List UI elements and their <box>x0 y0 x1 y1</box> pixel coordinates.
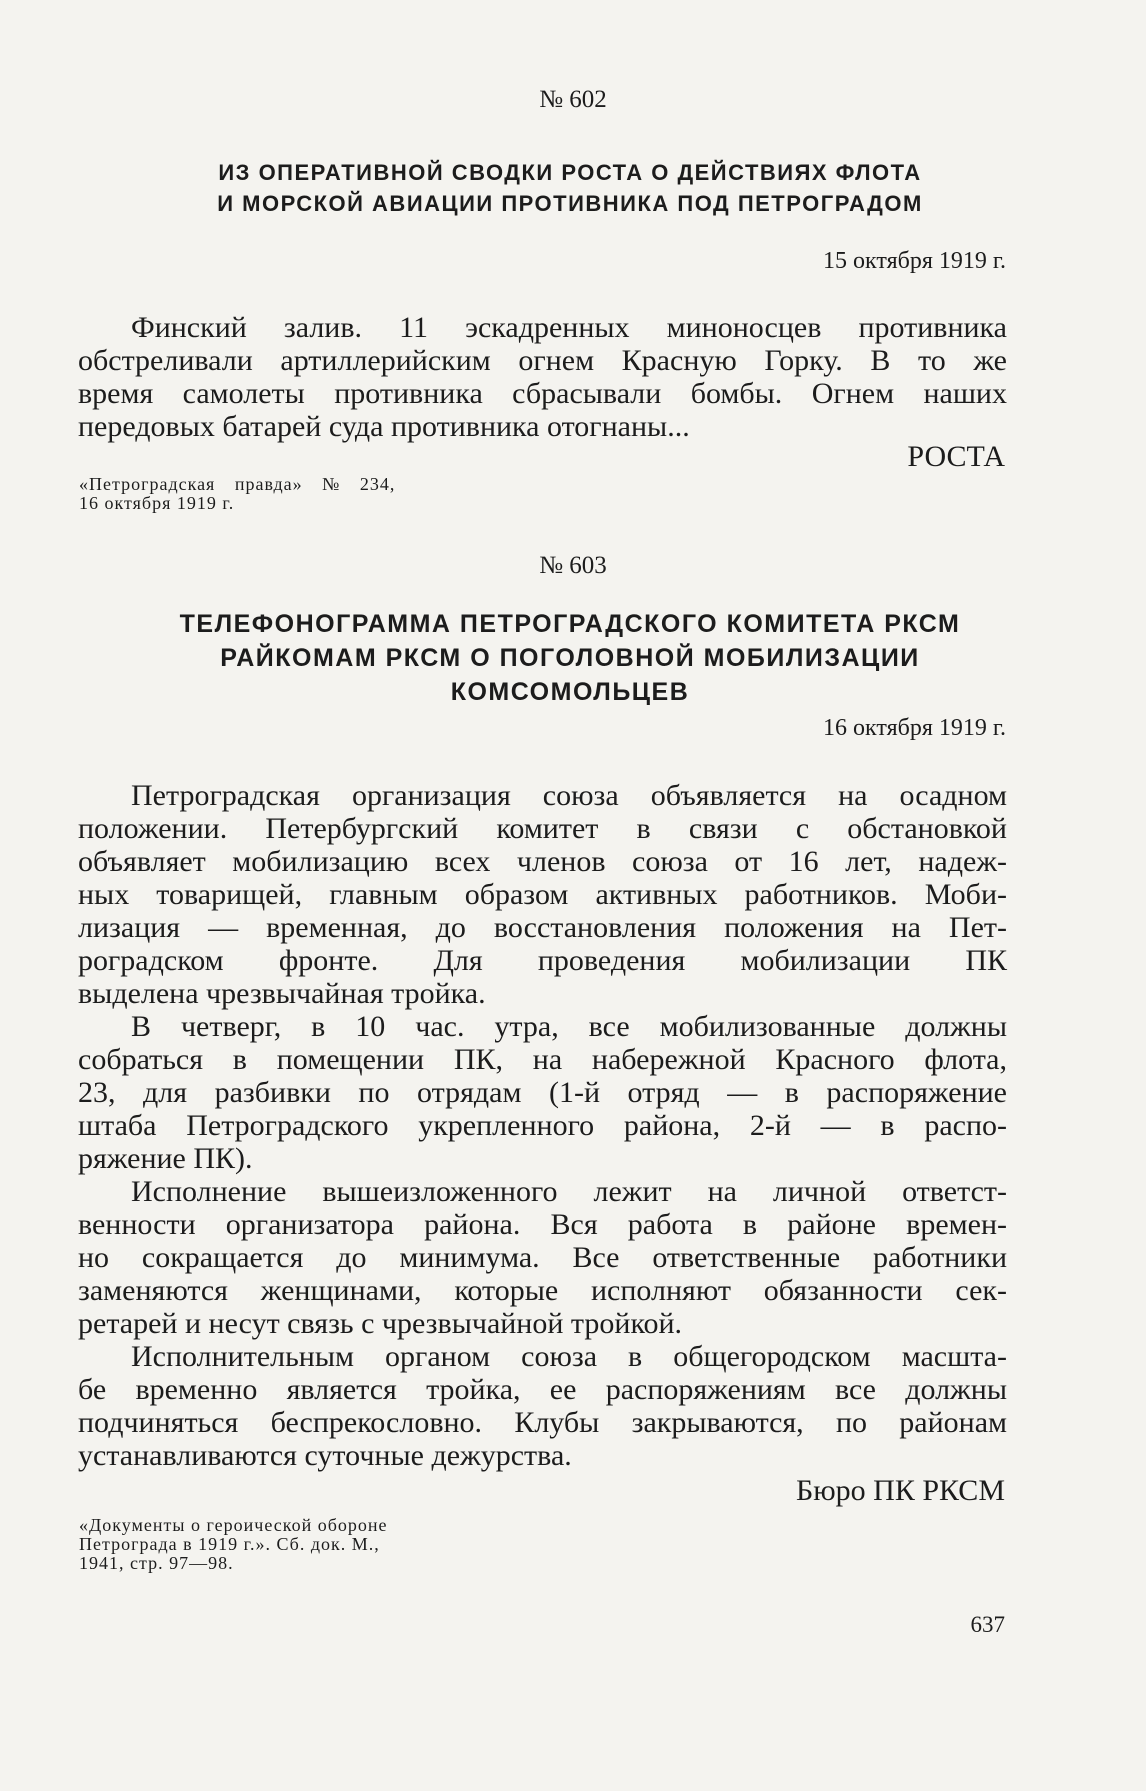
body-line: ных товарищей, главным образом активных работников. Моби- <box>78 878 1007 911</box>
body-line: Финский залив. 11 эскадренных миноносцев противника <box>131 311 1007 344</box>
source-line: 16 октября 1919 г. <box>79 493 235 513</box>
doc-603-body <box>78 779 1007 1472</box>
body-line: венности организатора района. Вся работа в районе времен- <box>78 1208 1007 1241</box>
body-line: В четверг, в 10 час. утра, все мобилизованные должны <box>131 1010 1007 1043</box>
doc-602-body <box>78 311 1007 443</box>
doc-603-title-line: ТЕЛЕФОНОГРАММА ПЕТРОГРАДСКОГО КОМИТЕТА РКСМ <box>179 610 961 638</box>
doc-603-title-line: РАЙКОМАМ РКСМ О ПОГОЛОВНОЙ МОБИЛИЗАЦИИ <box>220 644 920 672</box>
body-line: 23, для разбивки по отрядам (1-й отряд — в распоряжение <box>78 1076 1007 1109</box>
body-line: роградском фронте. Для проведения мобилизации ПК <box>78 944 1007 977</box>
doc-603-source <box>79 1516 388 1573</box>
doc-603-title-line: КОМСОМОЛЬЦЕВ <box>450 678 690 706</box>
doc-603-number: № 603 <box>539 552 607 579</box>
body-line: положении. Петербургский комитет в связи с обстановкой <box>78 812 1007 845</box>
body-line: обстреливали артиллерийским огнем Красную Горку. В то же <box>78 344 1007 377</box>
body-line: штаба Петроградского укрепленного района, 2-й — в распо- <box>78 1109 1007 1142</box>
doc-602-title-line: ИЗ ОПЕРАТИВНОЙ СВОДКИ РОСТА О ДЕЙСТВИЯХ ФЛОТА <box>218 160 922 185</box>
body-line: лизация — временная, до восстановления положения на Пет- <box>78 911 1007 944</box>
body-line: объявляет мобилизацию всех членов союза от 16 лет, надеж- <box>78 845 1007 878</box>
body-line: Исполнительным органом союза в общегородском масшта- <box>131 1340 1007 1373</box>
doc-603-title <box>80 607 1060 709</box>
body-line: ретарей и несут связь с чрезвычайной тройкой. <box>78 1307 683 1340</box>
source-line: 1941, стр. 97—98. <box>79 1553 234 1573</box>
doc-602-number: № 602 <box>539 86 607 113</box>
body-line: Исполнение вышеизложенного лежит на личной ответст- <box>131 1175 1007 1208</box>
body-line: заменяются женщинами, которые исполняют обязанности сек- <box>78 1274 1007 1307</box>
body-line: ряжение ПК). <box>78 1142 253 1175</box>
doc-602-source <box>79 475 395 513</box>
body-line: время самолеты противника сбрасывали бомбы. Огнем наших <box>78 377 1007 410</box>
body-line: выделена чрезвычайная тройка. <box>78 977 486 1010</box>
body-line: подчиняться беспрекословно. Клубы закрываются, по районам <box>78 1406 1007 1439</box>
doc-602-title-line: И МОРСКОЙ АВИАЦИИ ПРОТИВНИКА ПОД ПЕТРОГРАДОМ <box>217 191 923 216</box>
doc-603-signature: Бюро ПК РКСМ <box>796 1474 1005 1507</box>
body-line: устанавливаются суточные дежурства. <box>78 1439 572 1472</box>
source-line: «Документы о героической обороне <box>79 1515 388 1535</box>
doc-603-date: 16 октября 1919 г. <box>823 715 1006 741</box>
body-line: бе временно является тройка, ее распоряжениям все должны <box>78 1373 1007 1406</box>
body-line: собраться в помещении ПК, на набережной Красного флота, <box>78 1043 1007 1076</box>
body-line: но сокращается до минимума. Все ответственные работники <box>78 1241 1007 1274</box>
doc-602-title <box>80 157 1060 219</box>
body-line: передовых батарей суда противника отогнаны... <box>78 410 690 443</box>
doc-602-date: 15 октября 1919 г. <box>823 248 1006 274</box>
doc-602-signature: РОСТА <box>907 440 1005 473</box>
page-number: 637 <box>970 1612 1005 1637</box>
source-line: Петрограда в 1919 г.». Сб. док. М., <box>79 1534 380 1554</box>
body-line: Петроградская организация союза объявляется на осадном <box>131 779 1007 812</box>
source-line: «Петроградская правда» № 234, <box>79 474 396 494</box>
